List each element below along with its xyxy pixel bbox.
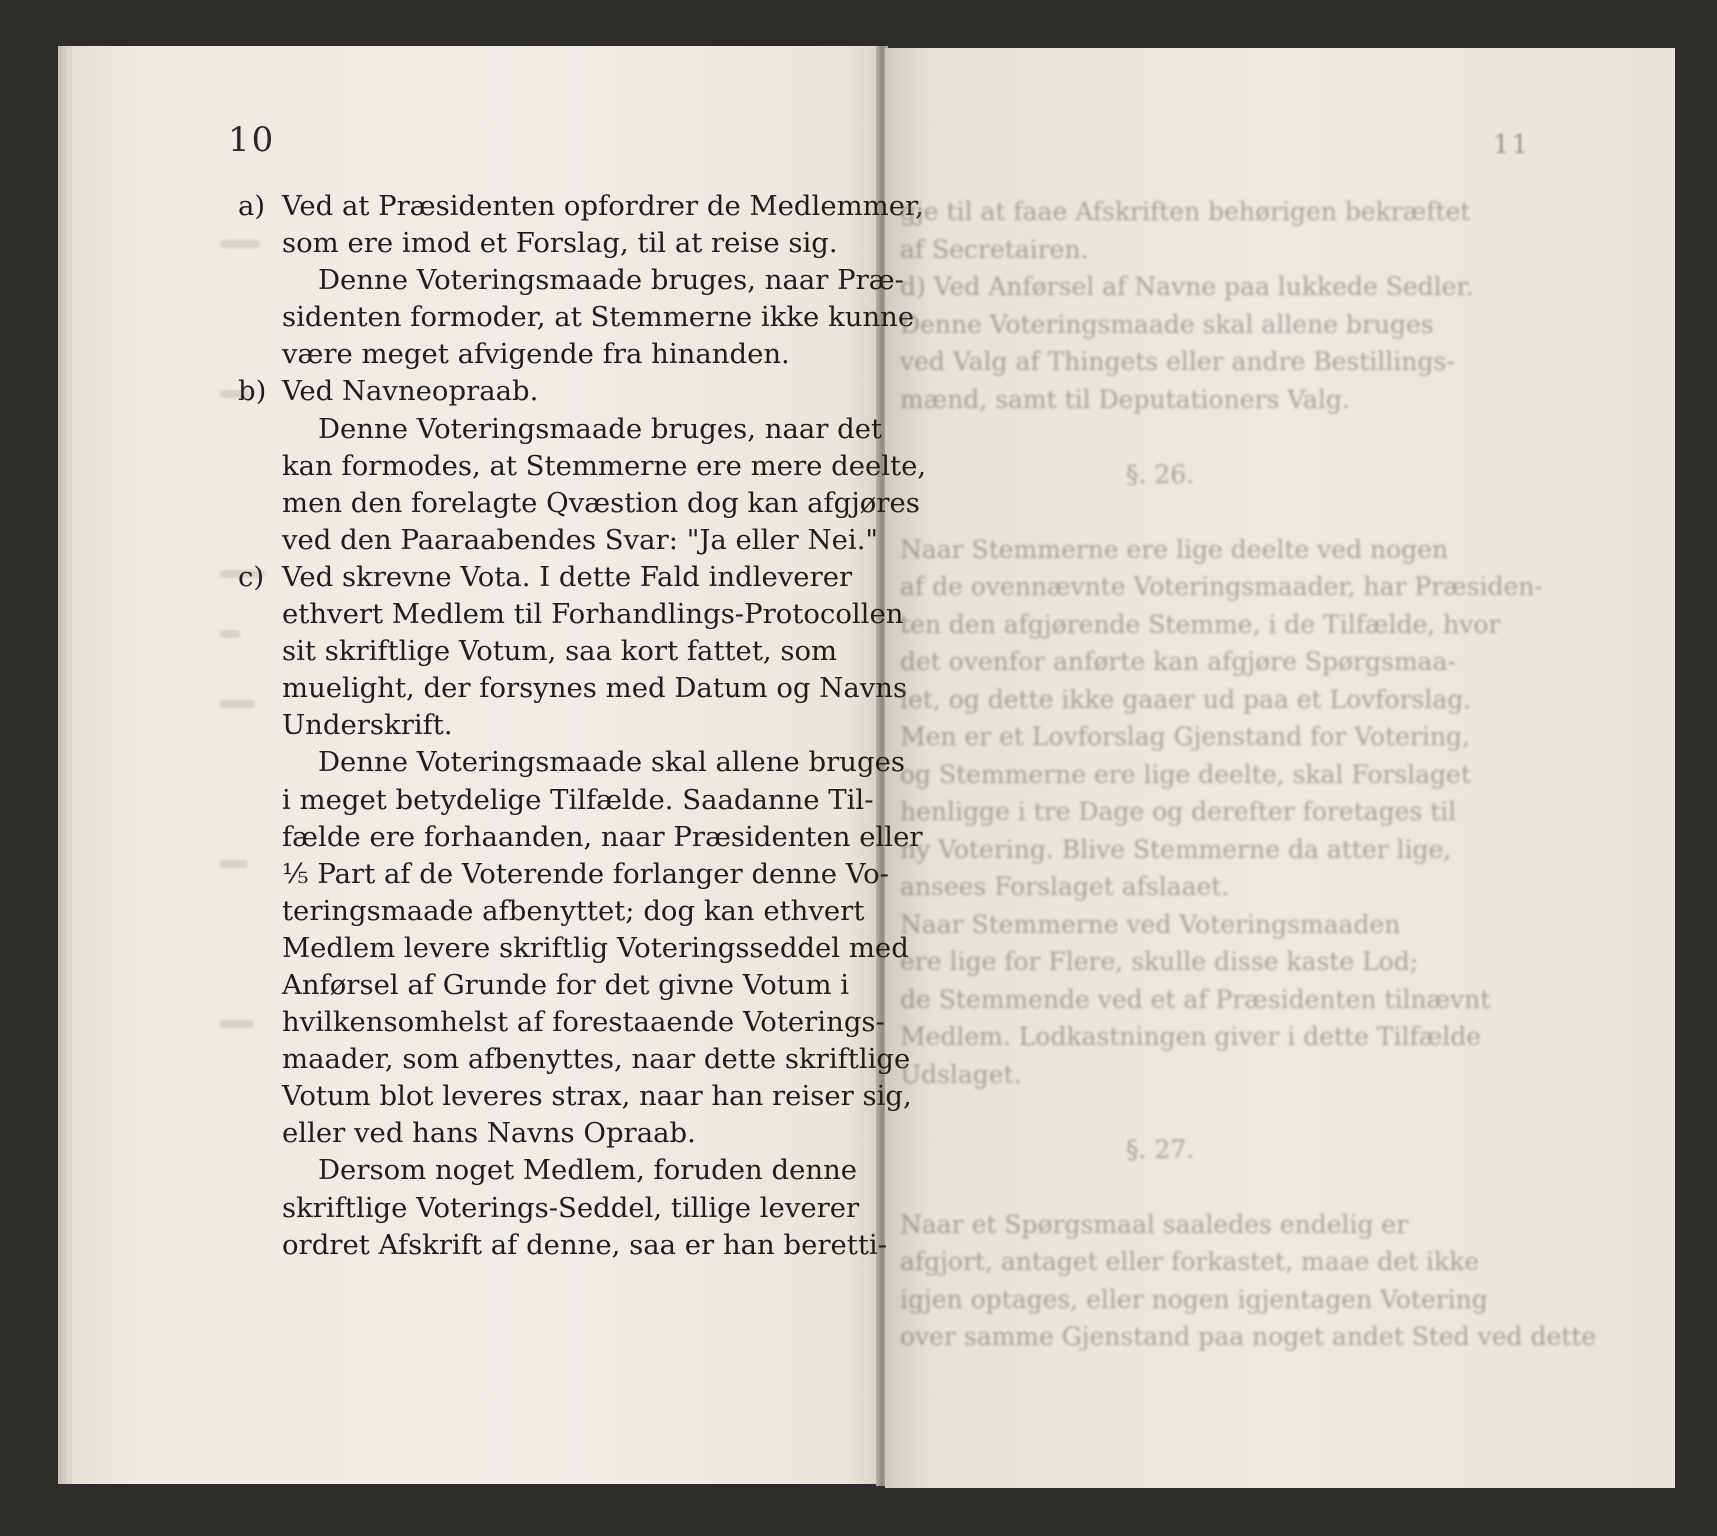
text-line: [238, 967, 858, 1004]
text-line: [238, 225, 858, 262]
text-line: mænd, samt til Deputationers Valg.: [900, 384, 1350, 414]
left-page-text: [238, 188, 927, 1264]
text-line: [900, 493, 1540, 531]
text-line: gje til at faae Afskriften behørigen bekræftet: [900, 197, 1471, 226]
text-line: Naar Stemmerne ere lige deelte ved nogen: [900, 534, 1449, 564]
text-line: [238, 485, 920, 522]
text-line: [238, 1004, 885, 1041]
text-line: [238, 1041, 911, 1078]
line-text: sidenten formoder, at Stemmerne ikke kunne: [282, 301, 915, 334]
text-line: [238, 782, 874, 819]
line-text: være meget afvigende fra hinanden.: [282, 338, 790, 371]
text-line: [238, 559, 858, 596]
line-text: teringsmaade afbenyttet; dog kan ethvert: [282, 894, 865, 927]
line-text: ordret Afskrift af denne, saa er han beretti-: [282, 1228, 887, 1261]
line-text: ved den Paaraabendes Svar: "Ja eller Nei.": [282, 523, 879, 556]
text-line: det ovenfor anførte kan afgjøre Spørgsmaa-: [900, 647, 1456, 676]
text-line: [900, 418, 1540, 456]
line-text: sit skriftlige Votum, saa kort fattet, som: [282, 635, 838, 668]
text-line: ved Valg af Thingets eller andre Bestillings-: [900, 347, 1455, 376]
text-line: [238, 299, 915, 336]
line-text: som ere imod et Forslag, til at reise sig.: [282, 227, 838, 260]
text-line: [238, 819, 923, 856]
text-line: Naar et Spørgsmaal saaledes endelig er: [900, 1209, 1409, 1239]
text-line: [238, 336, 858, 373]
text-line: af de ovennævnte Voteringsmaader, har Præsiden-: [900, 572, 1543, 601]
text-line: [238, 522, 879, 559]
text-line: af Secretairen.: [900, 234, 1089, 264]
text-line: §. 27.: [1125, 1134, 1195, 1164]
line-text: ethvert Medlem til Forhandlings-Protocollen: [282, 598, 904, 631]
line-text: Ved at Præsidenten opfordrer de Medlemmer,: [282, 190, 924, 222]
text-line: og Stemmerne ere lige deelte, skal Forslaget: [900, 759, 1471, 789]
line-text: muelight, der forsynes med Datum og Navns: [282, 672, 908, 705]
text-line: ny Votering. Blive Stemmerne da atter lige,: [900, 834, 1452, 864]
text-line: [238, 1078, 912, 1115]
line-text: Underskrift.: [282, 709, 453, 742]
list-marker: c): [238, 560, 265, 593]
text-line: Naar Stemmerne ved Voteringsmaaden: [900, 909, 1401, 939]
text-line: [238, 744, 905, 781]
line-text: Denne Voteringsmaade bruges, naar det: [318, 412, 883, 445]
text-line: Medlem. Lodkastningen giver i dette Tilfælde: [900, 1022, 1482, 1051]
text-line: [238, 262, 904, 299]
text-line: let, og dette ikke gaaer ud paa et Lovforslag.: [900, 684, 1472, 714]
text-line: [900, 1093, 1540, 1131]
line-text: fælde ere forhaanden, naar Præsidenten eller: [282, 820, 923, 853]
text-line: [238, 670, 908, 707]
line-text: Medlem levere skriftlig Voteringsseddel med: [282, 931, 909, 964]
line-text: Denne Voteringsmaade skal allene bruges: [318, 746, 905, 779]
line-text: men den forelagte Qvæstion dog kan afgjøres: [282, 486, 920, 519]
text-line: §. 26.: [1125, 459, 1195, 489]
list-marker: b): [238, 375, 267, 408]
list-marker: a): [238, 190, 266, 222]
line-text: i meget betydelige Tilfælde. Saadanne Til-: [282, 783, 874, 816]
text-line: [238, 893, 865, 930]
text-line: Denne Voteringsmaade skal allene bruges: [900, 309, 1434, 339]
text-line: [238, 1115, 858, 1152]
text-line: henligge i tre Dage og derefter foretages til: [900, 797, 1457, 826]
line-text: kan formodes, at Stemmerne ere mere deelte,: [282, 449, 927, 482]
text-line: [238, 373, 858, 410]
line-text: ⅕ Part af de Voterende forlanger denne Vo-: [282, 857, 889, 890]
text-line: [238, 1152, 858, 1189]
line-text: hvilkensomhelst af forestaaende Voterings-: [282, 1006, 885, 1039]
line-text: Denne Voteringsmaade bruges, naar Præ-: [318, 264, 904, 297]
text-line: ere lige for Flere, skulle disse kaste Lod;: [900, 947, 1419, 976]
text-line: [238, 188, 924, 225]
right-page-number: 11: [1493, 130, 1531, 160]
text-line: [238, 930, 909, 967]
text-line: [238, 633, 858, 670]
text-line: [900, 1168, 1540, 1206]
line-text: Dersom noget Medlem, foruden denne: [318, 1154, 858, 1187]
text-line: [238, 411, 883, 448]
text-line: igjen optages, eller nogen igjentagen Votering: [900, 1284, 1488, 1314]
line-text: Ved Navneopraab.: [282, 375, 539, 408]
text-line: [238, 596, 904, 633]
line-text: Votum blot leveres strax, naar han reiser sig,: [282, 1080, 912, 1113]
text-line: [238, 707, 858, 744]
line-text: eller ved hans Navns Opraab.: [282, 1117, 696, 1150]
text-line: ten den afgjørende Stemme, i de Tilfælde, hvor: [900, 609, 1501, 639]
text-line: de Stemmende ved et af Præsidenten tilnævnt: [900, 984, 1491, 1014]
left-page-number: 10: [228, 120, 276, 160]
text-line: Udslaget.: [900, 1059, 1022, 1089]
text-line: Men er et Lovforslag Gjenstand for Votering,: [900, 722, 1470, 751]
text-line: afgjort, antaget eller forkastet, maae det ikke: [900, 1247, 1480, 1276]
line-text: Ved skrevne Vota. I dette Fald indleverer: [282, 560, 853, 593]
text-line: [238, 448, 927, 485]
line-text: Anførsel af Grunde for det givne Votum i: [282, 968, 850, 1001]
text-line: over samme Gjenstand paa noget andet Sted ved dette: [900, 1322, 1597, 1351]
text-line: d) Ved Anførsel af Navne paa lukkede Sedler.: [900, 272, 1474, 301]
text-line: [238, 1190, 858, 1227]
line-text: maader, som afbenyttes, naar dette skriftlige: [282, 1043, 911, 1076]
right-page-text: [900, 193, 1597, 1356]
text-line: [238, 1227, 887, 1264]
line-text: skriftlige Voterings-Seddel, tillige leverer: [282, 1191, 860, 1224]
text-line: [238, 856, 889, 893]
text-line: ansees Forslaget afslaaet.: [900, 872, 1230, 901]
